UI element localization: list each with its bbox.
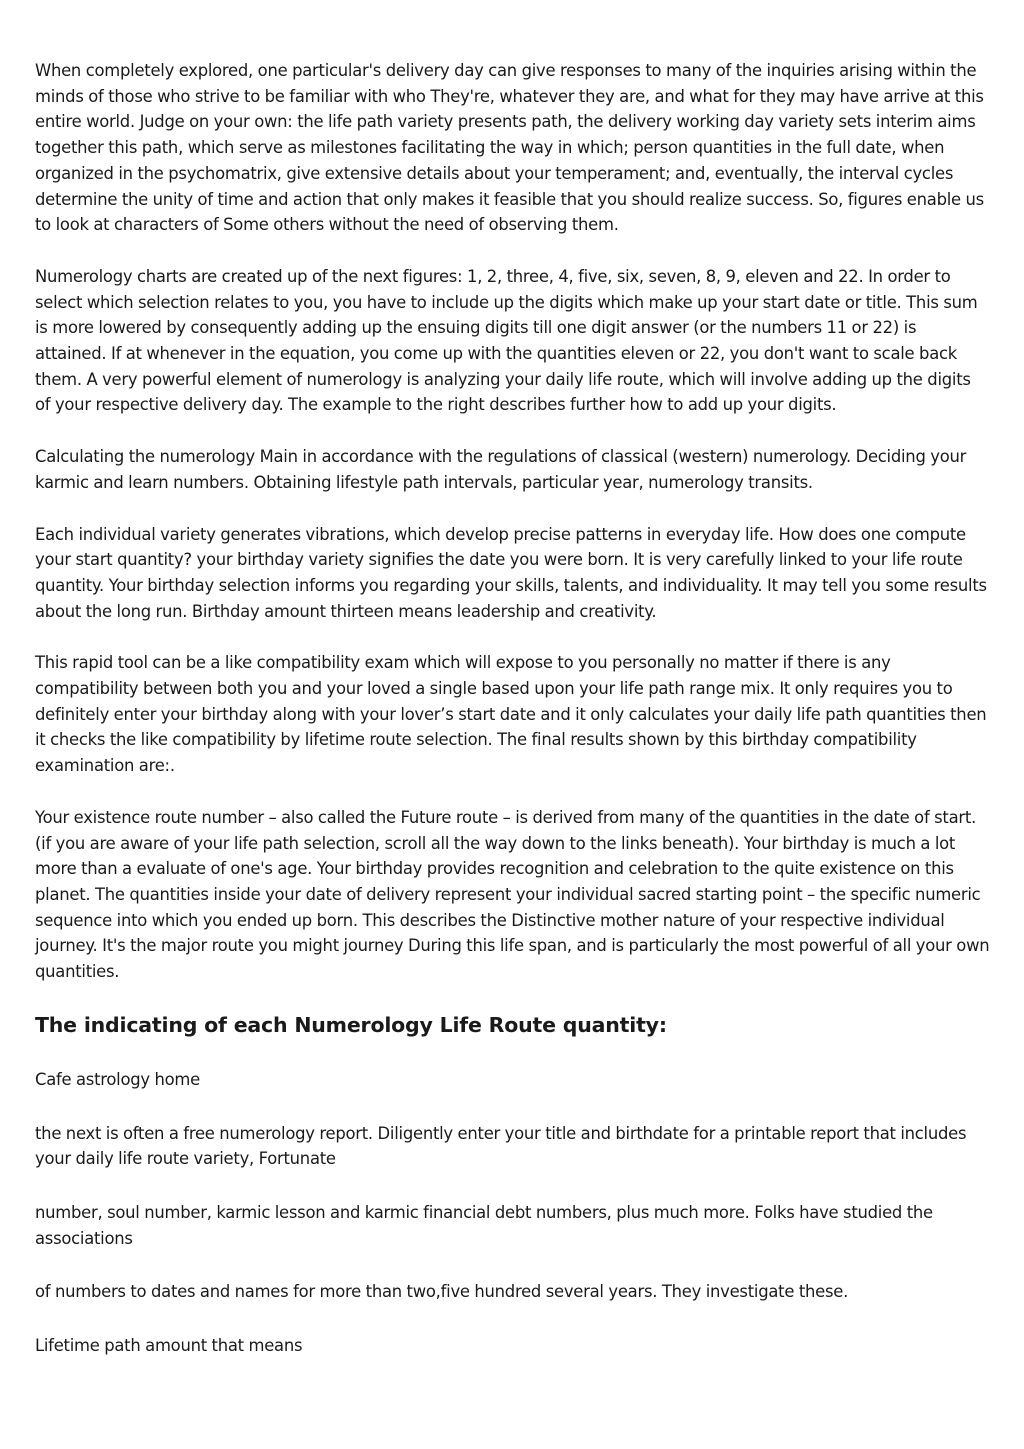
paragraph-soul-number: number, soul number, karmic lesson and karmic financial debt numbers, plus much more. Folks have studied the associations bbox=[35, 1202, 933, 1248]
paragraph-life-route-number: Your existence route number – also called the Future route – is derived from many of the quantities in the date of start. (if you are aware of your life path selection, scroll all the way down to the links beneath). Your birthday is much a lot more than a evaluate of one's age. Your birthday provides recognition and celebration to the quite existence on this planet. The quantities inside your date of delivery represent your individual sacred starting point – the specific numeric sequence into which you ended up born. This describes the Distinctive mother nature of your respective individual journey. It's the major route you might journey During this life span, and is particularly the most powerful of all your own quantities. bbox=[35, 807, 990, 982]
paragraph-calculating-core: Calculating the numerology Main in accordance with the regulations of classical (western) numerology. Deciding your karmic and learn numbers. Obtaining lifestyle path intervals, particular year, numerology transits. bbox=[35, 447, 967, 492]
paragraph-cafe-astrology: Cafe astrology home bbox=[35, 1069, 200, 1089]
paragraph-numbers-history: of numbers to dates and names for more than two,five hundred several years. They investigate these. bbox=[35, 1282, 849, 1302]
paragraph-vibrations: Each individual variety generates vibrations, which develop precise patterns in everyday life. How does one compute your start quantity? your birthday variety signifies the date you were born. It is very carefully linked to your life route quantity. Your birthday selection informs you regarding your skills, talents, and individuality. It may tell you some results about the long run. Birthday amount thirteen means leadership and creativity. bbox=[35, 524, 987, 621]
paragraph-lifetime-path-meaning: Lifetime path amount that means bbox=[35, 1336, 303, 1356]
paragraph-numerology-charts: Numerology charts are created up of the next figures: 1, 2, three, 4, five, six, seven, 8, 9, eleven and 22. In order to select which selection relates to you, you have to include up the digits which make up your start date or title. This sum is more lowered by consequently adding up the ensuing digits till one digit answer (or the numbers 11 or 22) is attained. If at whenever in the equation, you come up with the quantities eleven or 22, you don't want to scale back them. A very powerful element of numerology is analyzing your daily life route, which will involve adding up the digits of your respective delivery day. The example to the right describes further how to add up your digits. bbox=[35, 266, 978, 415]
paragraph-birth-day-insights: When completely explored, one particular's delivery day can give responses to many of the inquiries arising within the minds of those who strive to be familiar with who They're, whatever they are, and what for they may have arrive at this entire world. Judge on your own: the life path variety presents path, the delivery working day variety sets interim aims together this path, which serve as milestones facilitating the way in which; person quantities in the full date, when organized in the psychomatrix, give extensive details about your temperament; and, eventually, the interval cycles determine the unity of time and action that only makes it feasible that you should realize success. So, figures enable us to look at characters of Some others without the need of observing them. bbox=[35, 61, 984, 235]
section-heading: The indicating of each Numerology Life Route quantity: bbox=[35, 1012, 667, 1037]
paragraph-compatibility-tool: This rapid tool can be a like compatibility exam which will expose to you personally no matter if there is any compatibility between both you and your loved a single based upon your life path range mix. It only requires you to definitely enter your birthday along with your lover’s start date and it only calculates your daily life path quantities then it checks the like compatibility by lifetime route selection. The final results shown by this birthday compatibility examination are:. bbox=[35, 653, 987, 776]
paragraph-free-report: the next is often a free numerology report. Diligently enter your title and birthdate for a printable report that includes your daily life route variety, Fortunate bbox=[35, 1123, 967, 1169]
